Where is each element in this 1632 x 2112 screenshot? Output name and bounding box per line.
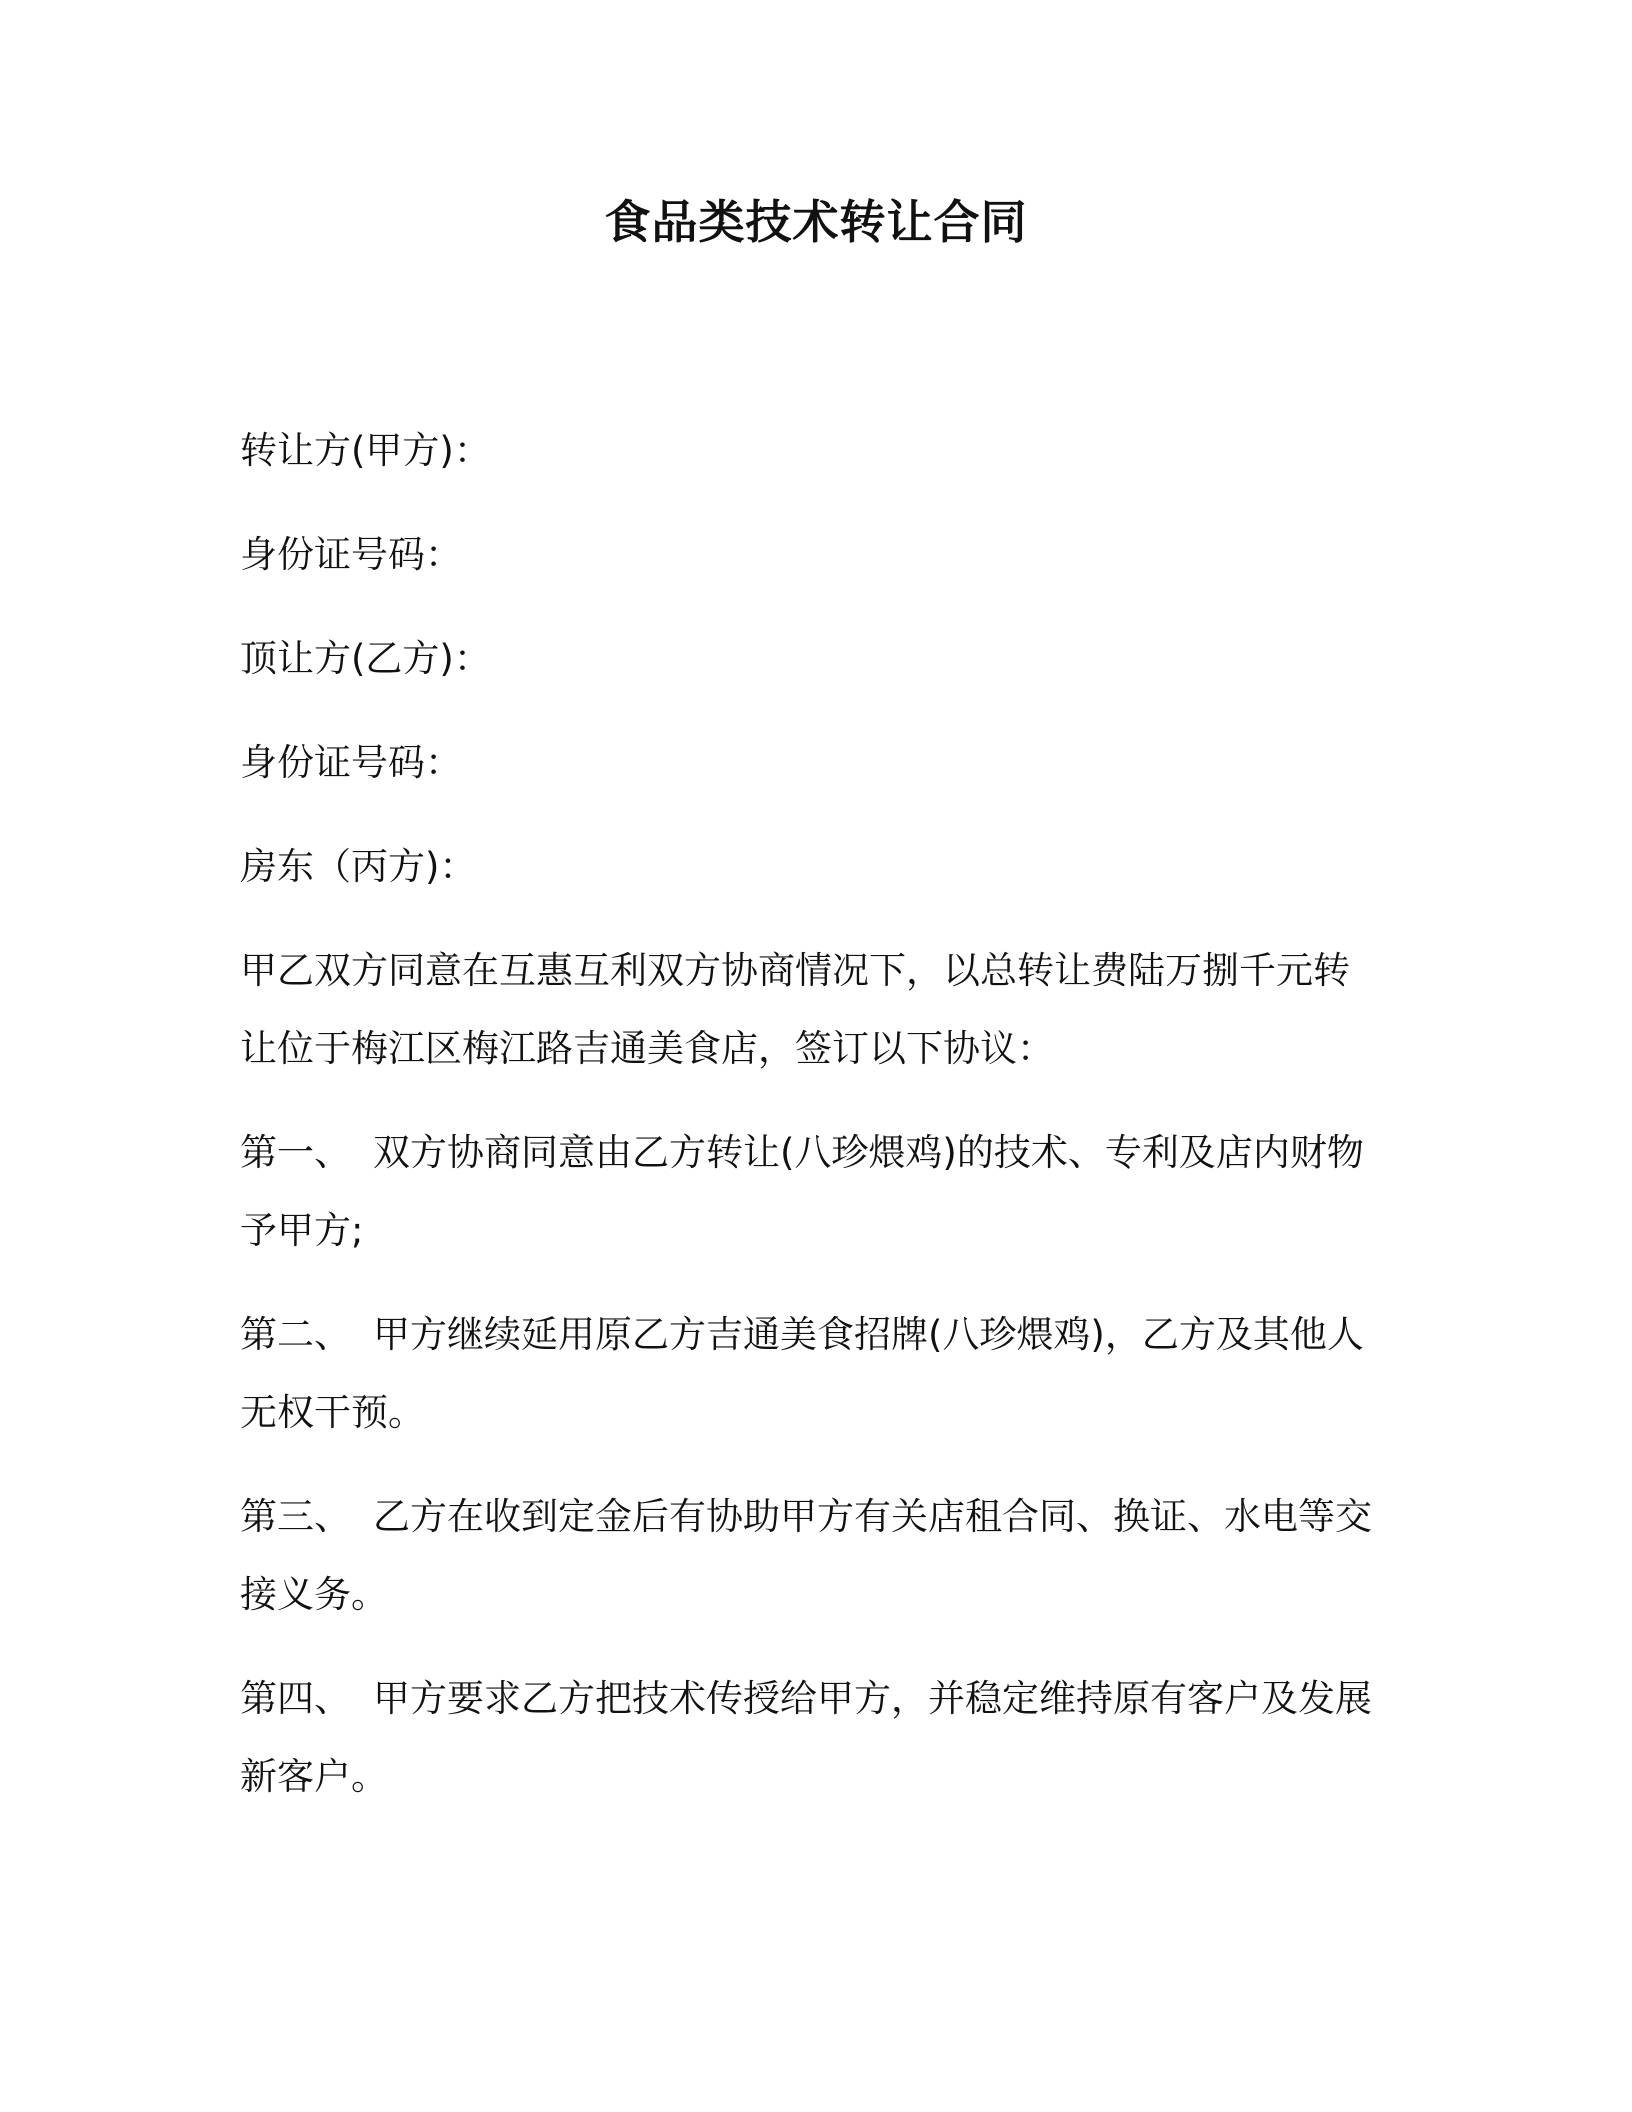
field-transferor-id-number: 身份证号码： bbox=[240, 533, 462, 576]
clause-number: 第四、 bbox=[240, 1677, 351, 1720]
clause-number: 第三、 bbox=[240, 1495, 351, 1538]
clause-1 bbox=[240, 1114, 1380, 1270]
clause-text: 甲方继续延用原乙方吉通美食招牌(八珍煨鸡)，乙方及其他人无权干预。 bbox=[240, 1313, 1364, 1434]
field-transferee: 顶让方(乙方)： bbox=[240, 637, 491, 680]
clause-text: 甲方要求乙方把技术传授给甲方，并稳定维持原有客户及发展新客户。 bbox=[240, 1677, 1372, 1798]
clause-2 bbox=[240, 1296, 1380, 1452]
field-transferee-id-number: 身份证号码： bbox=[240, 741, 462, 784]
clause-3 bbox=[240, 1478, 1380, 1634]
intro-paragraph: 甲乙双方同意在互惠互利双方协商情况下，以总转让费陆万捌千元转让位于梅江区梅江路吉通美食店，签订以下协议： bbox=[240, 949, 1350, 1070]
document-title: 食品类技术转让合同 bbox=[604, 195, 1028, 249]
document-body bbox=[240, 412, 1380, 1842]
field-transferor: 转让方(甲方)： bbox=[240, 429, 491, 472]
clause-number: 第二、 bbox=[240, 1313, 351, 1356]
clause-text: 双方协商同意由乙方转让(八珍煨鸡)的技术、专利及店内财物予甲方; bbox=[240, 1131, 1364, 1252]
clause-number: 第一、 bbox=[240, 1131, 351, 1174]
clause-text: 乙方在收到定金后有协助甲方有关店租合同、换证、水电等交接义务。 bbox=[240, 1495, 1372, 1616]
clause-4 bbox=[240, 1660, 1380, 1816]
field-landlord: 房东（丙方)： bbox=[240, 845, 477, 888]
